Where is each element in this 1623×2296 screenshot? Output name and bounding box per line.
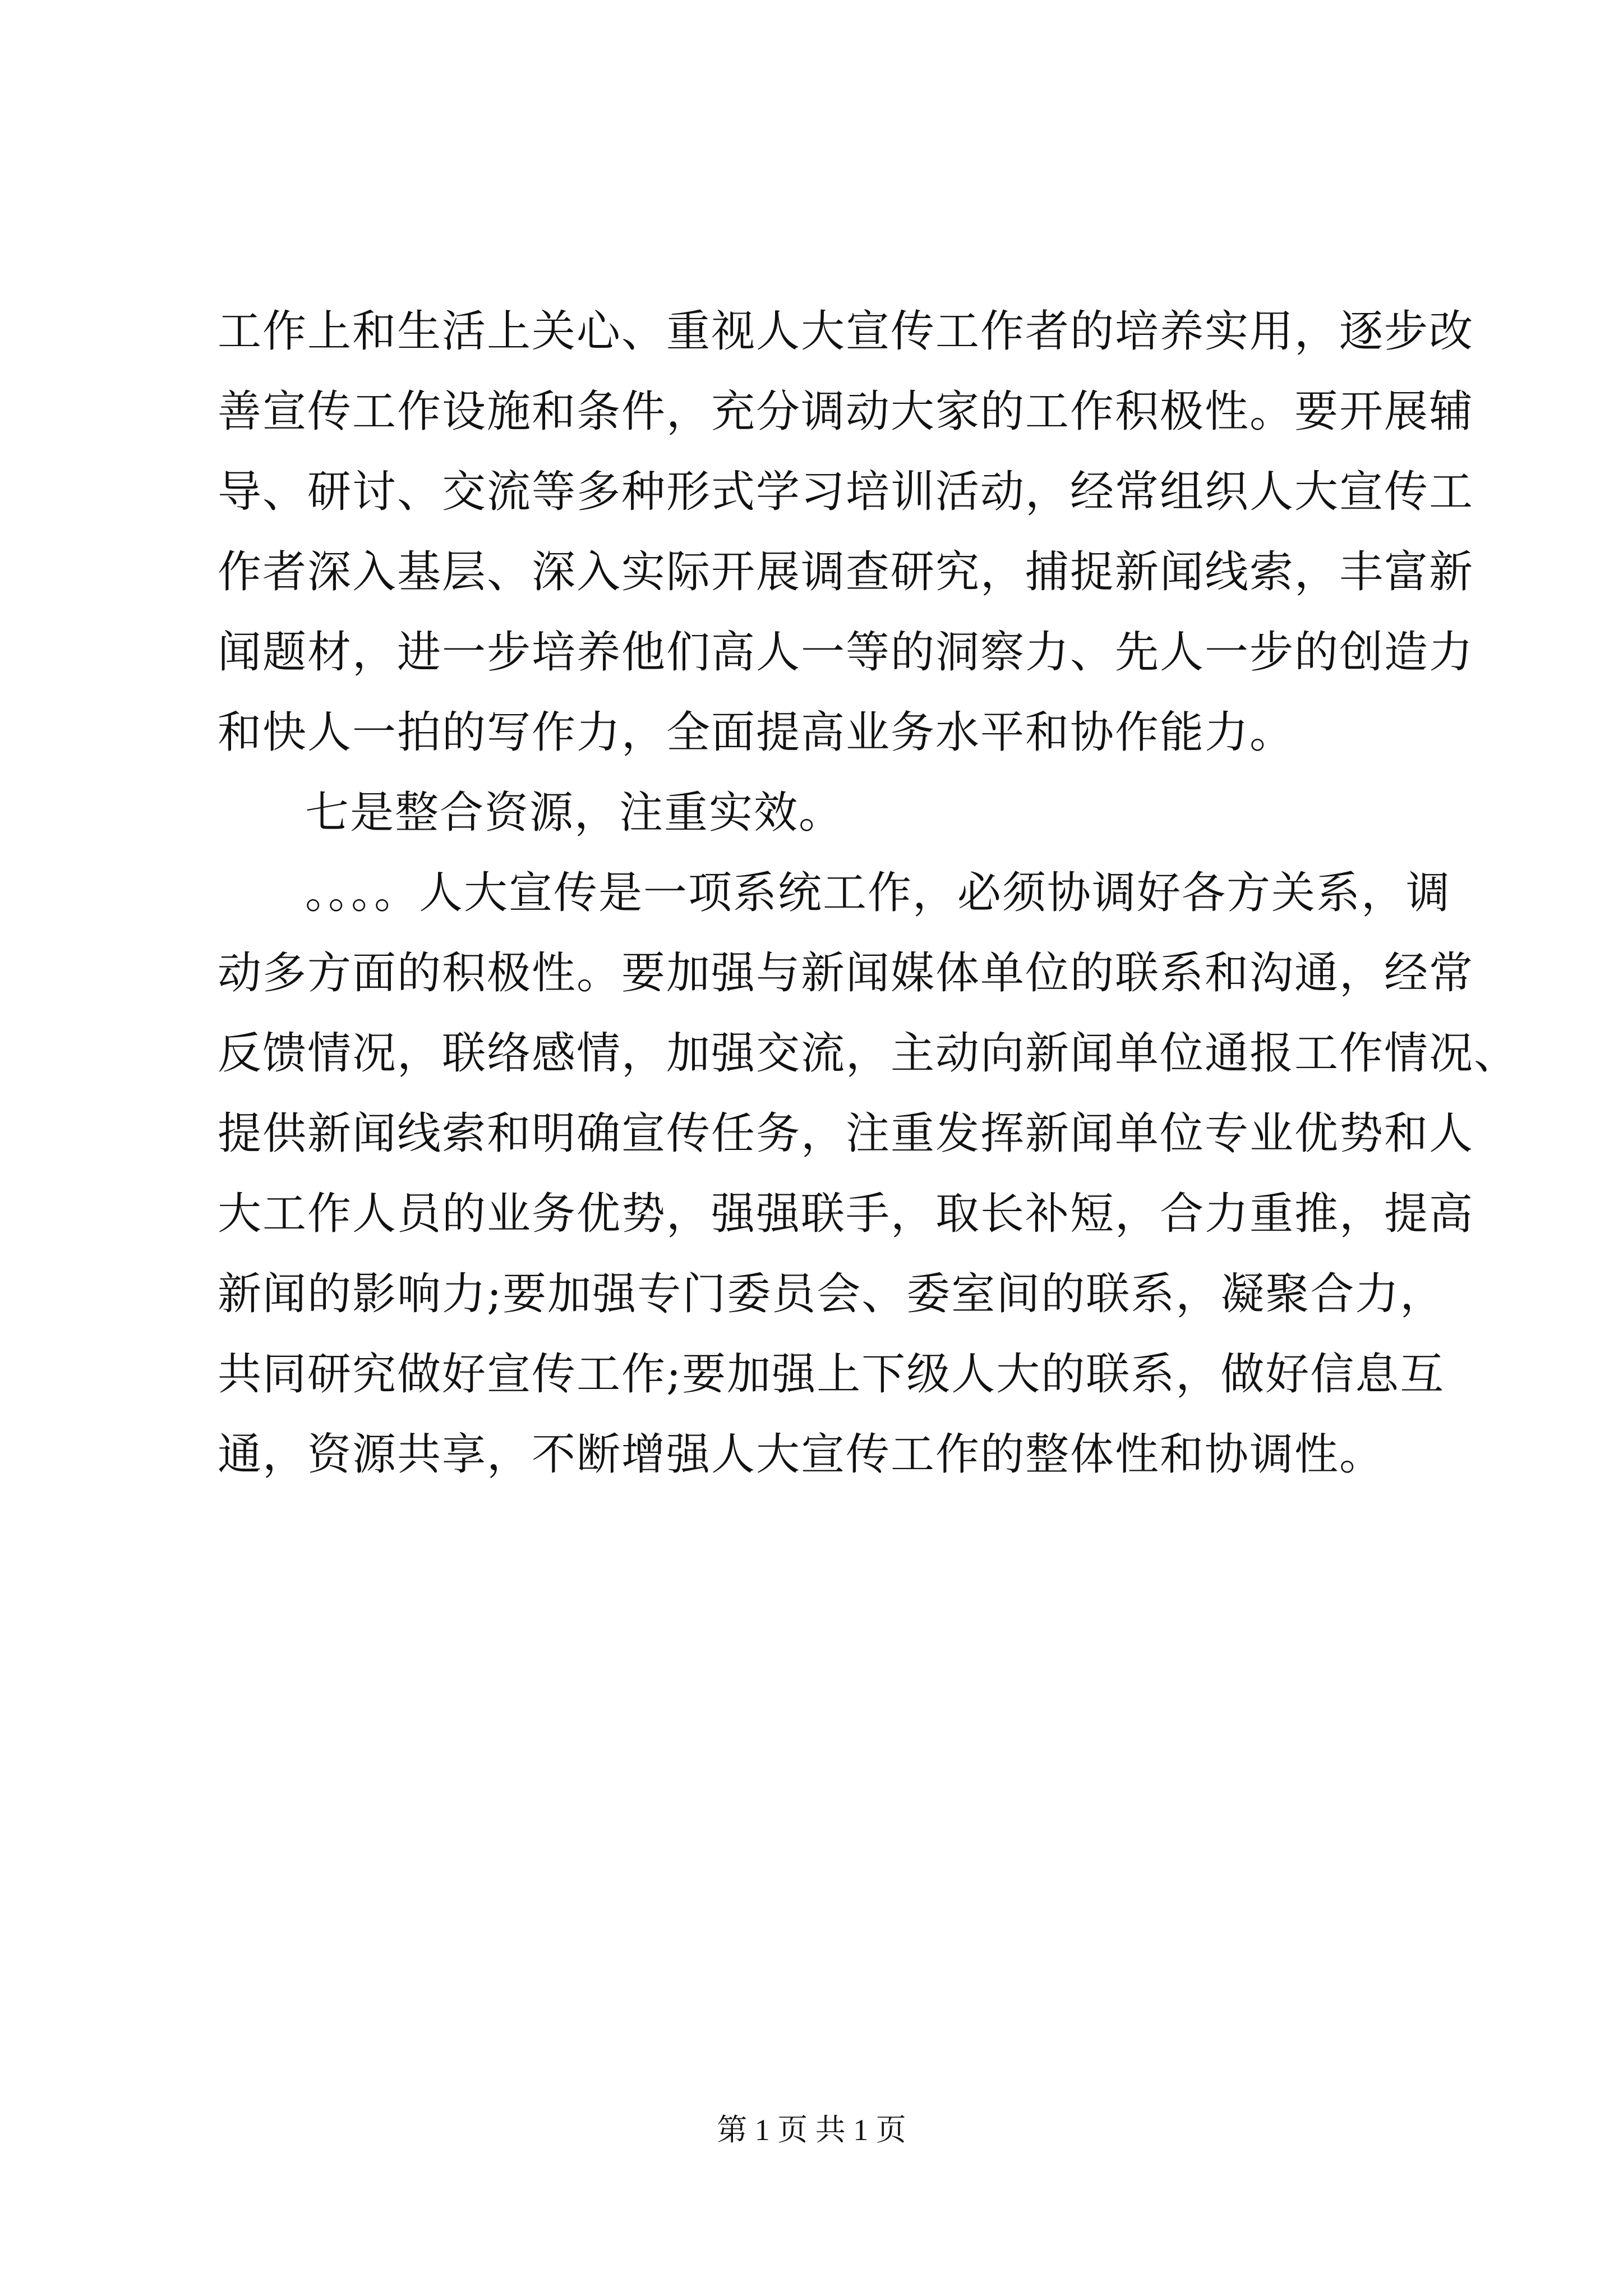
text-line: 闻题材，进一步培养他们高人一等的洞察力、先人一步的创造力: [218, 627, 1474, 678]
text-line: 动多方面的积极性。要加强与新闻媒体单位的联系和沟通，经常: [218, 948, 1474, 999]
document-body: [218, 292, 1519, 1495]
text-line: 大工作人员的业务优势，强强联手，取长补短，合力重推，提高: [218, 1189, 1474, 1239]
text-line: 善宣传工作设施和条件，充分调动大家的工作积极性。要开展辅: [218, 386, 1474, 437]
text-line: 导、研讨、交流等多种形式学习培训活动，经常组织人大宣传工: [218, 467, 1474, 517]
text-line: 新闻的影响力;要加强专门委员会、委室间的联系，凝聚合力，: [218, 1269, 1445, 1319]
text-line: 。。。。人大宣传是一项系统工作，必须协调好各方关系，调: [305, 868, 1451, 918]
text-line: 提供新闻线索和明确宣传任务，注重发挥新闻单位专业优势和人: [218, 1108, 1474, 1159]
text-line: 和快人一拍的写作力，全面提高业务水平和协作能力。: [218, 707, 1295, 758]
page-footer: 第 1 页 共 1 页: [717, 2113, 906, 2147]
text-line: 反馈情况，联络感情，加强交流，主动向新闻单位通报工作情况、: [218, 1028, 1519, 1079]
section-heading: 七是整合资源，注重实效。: [305, 788, 844, 838]
text-line: 通，资源共享，不断增强人大宣传工作的整体性和协调性。: [218, 1429, 1385, 1480]
text-line: 共同研究做好宣传工作;要加强上下级人大的联系，做好信息互: [218, 1349, 1445, 1400]
text-line: 作者深入基层、深入实际开展调查研究，捕捉新闻线索，丰富新: [218, 547, 1474, 597]
text-line: 工作上和生活上关心、重视人大宣传工作者的培养实用，逐步改: [218, 306, 1474, 357]
